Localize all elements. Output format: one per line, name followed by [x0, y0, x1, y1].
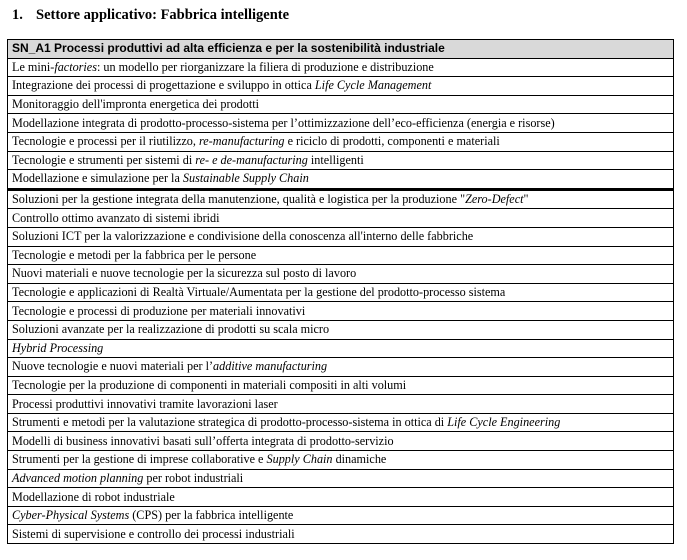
section-heading	[12, 7, 289, 24]
table-header-cell: SN_A1 Processi produttivi ad alta efficienza e per la sostenibilità industriale	[8, 40, 674, 59]
table-cell	[8, 469, 674, 488]
text-segment: Tecnologie e processi per il riutilizzo,	[12, 134, 199, 149]
table-row	[8, 114, 674, 133]
text-segment: dinamiche	[332, 452, 387, 467]
table-cell	[8, 432, 674, 451]
italic-text-segment: additive manufacturing	[213, 359, 328, 374]
table-cell	[8, 227, 674, 246]
text-segment: intelligenti	[307, 152, 364, 167]
table-cell	[8, 265, 674, 284]
topics-table	[7, 39, 674, 544]
table-row	[8, 227, 674, 246]
table-row	[8, 395, 674, 414]
table-row	[8, 320, 674, 339]
text-segment: Sistemi di supervisione e controllo dei processi industriali	[12, 526, 295, 541]
text-segment: (CPS) per la fabbrica intelligente	[129, 508, 294, 523]
table-cell	[8, 488, 674, 507]
text-segment: Integrazione dei processi di progettazione e sviluppo in ottica	[12, 78, 315, 93]
table-row	[8, 413, 674, 432]
table-row	[8, 525, 674, 544]
table-cell	[8, 339, 674, 358]
table-cell	[8, 395, 674, 414]
italic-text-segment: re-manufacturing	[198, 134, 285, 149]
table-row	[8, 506, 674, 525]
table-cell	[8, 320, 674, 339]
table-cell	[8, 189, 674, 209]
text-segment: Monitoraggio dell'impronta energetica dei prodotti	[12, 97, 260, 112]
table-cell	[8, 151, 674, 170]
section-title: Settore applicativo: Fabbrica intelligente	[36, 7, 290, 23]
table-row	[8, 151, 674, 170]
table-header-row	[8, 40, 674, 59]
table-row	[8, 358, 674, 377]
table-cell	[8, 451, 674, 470]
text-segment: Nuove tecnologie e nuovi materiali per l’	[12, 359, 214, 374]
text-segment: Tecnologie e processi di produzione per materiali innovativi	[12, 303, 306, 318]
table-cell	[8, 132, 674, 151]
table-row	[8, 95, 674, 114]
table-row	[8, 132, 674, 151]
text-segment: Strumenti per la gestione di imprese collaborative e	[12, 452, 267, 467]
text-segment: per robot industriali	[143, 470, 244, 485]
italic-text-segment: Life Cycle Management	[314, 78, 432, 93]
table-cell	[8, 95, 674, 114]
text-segment: Tecnologie e applicazioni di Realtà Virtuale/Aumentata per la gestione del prodotto-processo sistema	[12, 285, 506, 300]
table-row	[8, 488, 674, 507]
table-cell	[8, 358, 674, 377]
table-row	[8, 58, 674, 77]
table-cell	[8, 413, 674, 432]
italic-text-segment: Hybrid Processing	[12, 340, 104, 355]
table-cell	[8, 170, 674, 190]
text-segment: Controllo ottimo avanzato di sistemi ibridi	[12, 210, 220, 225]
table-row	[8, 77, 674, 96]
text-segment: : un modello per riorganizzare la filiera di produzione e distribuzione	[96, 59, 434, 74]
table-row	[8, 209, 674, 228]
table-cell	[8, 58, 674, 77]
text-segment: Tecnologie e metodi per la fabbrica per le persone	[12, 247, 257, 262]
table-row	[8, 339, 674, 358]
text-segment: "	[523, 192, 529, 207]
text-segment: Modellazione e simulazione per la	[12, 171, 183, 186]
table-cell	[8, 506, 674, 525]
italic-text-segment: Life Cycle Engineering	[447, 415, 561, 430]
text-segment: Nuovi materiali e nuove tecnologie per la sicurezza sul posto di lavoro	[12, 266, 357, 281]
table-cell	[8, 283, 674, 302]
table-cell	[8, 246, 674, 265]
text-segment: Tecnologie per la produzione di componenti in materiali compositi in alti volumi	[12, 377, 407, 392]
table-cell	[8, 209, 674, 228]
italic-text-segment: Advanced motion planning	[12, 470, 144, 485]
italic-text-segment: factories	[54, 59, 97, 74]
table-row	[8, 189, 674, 209]
text-segment: Soluzioni per la gestione integrata della manutenzione, qualità e logistica per la produzione "	[12, 192, 466, 207]
text-segment: Modellazione di robot industriale	[12, 489, 175, 504]
italic-text-segment: Zero-Defect	[465, 192, 524, 207]
text-segment: Modelli di business innovativi basati sull’offerta integrata di prodotto-servizio	[12, 433, 394, 448]
italic-text-segment: re- e de-manufacturing	[195, 152, 308, 167]
table-row	[8, 302, 674, 321]
table-cell	[8, 376, 674, 395]
table-row	[8, 451, 674, 470]
italic-text-segment: Cyber-Physical Systems	[12, 508, 130, 523]
table-cell	[8, 114, 674, 133]
table-row	[8, 265, 674, 284]
table-cell	[8, 77, 674, 96]
text-segment: Soluzioni avanzate per la realizzazione di prodotti su scala micro	[12, 322, 330, 337]
text-segment: Le mini-	[12, 59, 55, 74]
table-row	[8, 170, 674, 190]
table-row	[8, 432, 674, 451]
table-row	[8, 469, 674, 488]
text-segment: e riciclo di prodotti, componenti e materiali	[284, 134, 500, 149]
text-segment: Strumenti e metodi per la valutazione strategica di prodotto-processo-sistema in ottica di	[12, 415, 448, 430]
text-segment: Processi produttivi innovativi tramite lavorazioni laser	[12, 396, 278, 411]
text-segment: Tecnologie e strumenti per sistemi di	[12, 152, 196, 167]
italic-text-segment: Sustainable Supply Chain	[182, 171, 309, 186]
text-segment: Modellazione integrata di prodotto-processo-sistema per l’ottimizzazione dell’eco-efficienza (energia e risorse)	[12, 115, 555, 130]
table-cell	[8, 302, 674, 321]
italic-text-segment: Supply Chain	[266, 452, 333, 467]
table-row	[8, 246, 674, 265]
section-number: 1.	[12, 7, 23, 23]
text-segment: Soluzioni ICT per la valorizzazione e condivisione della conoscenza all'interno delle fabbriche	[12, 229, 474, 244]
table-cell	[8, 525, 674, 544]
table-row	[8, 376, 674, 395]
table-row	[8, 283, 674, 302]
